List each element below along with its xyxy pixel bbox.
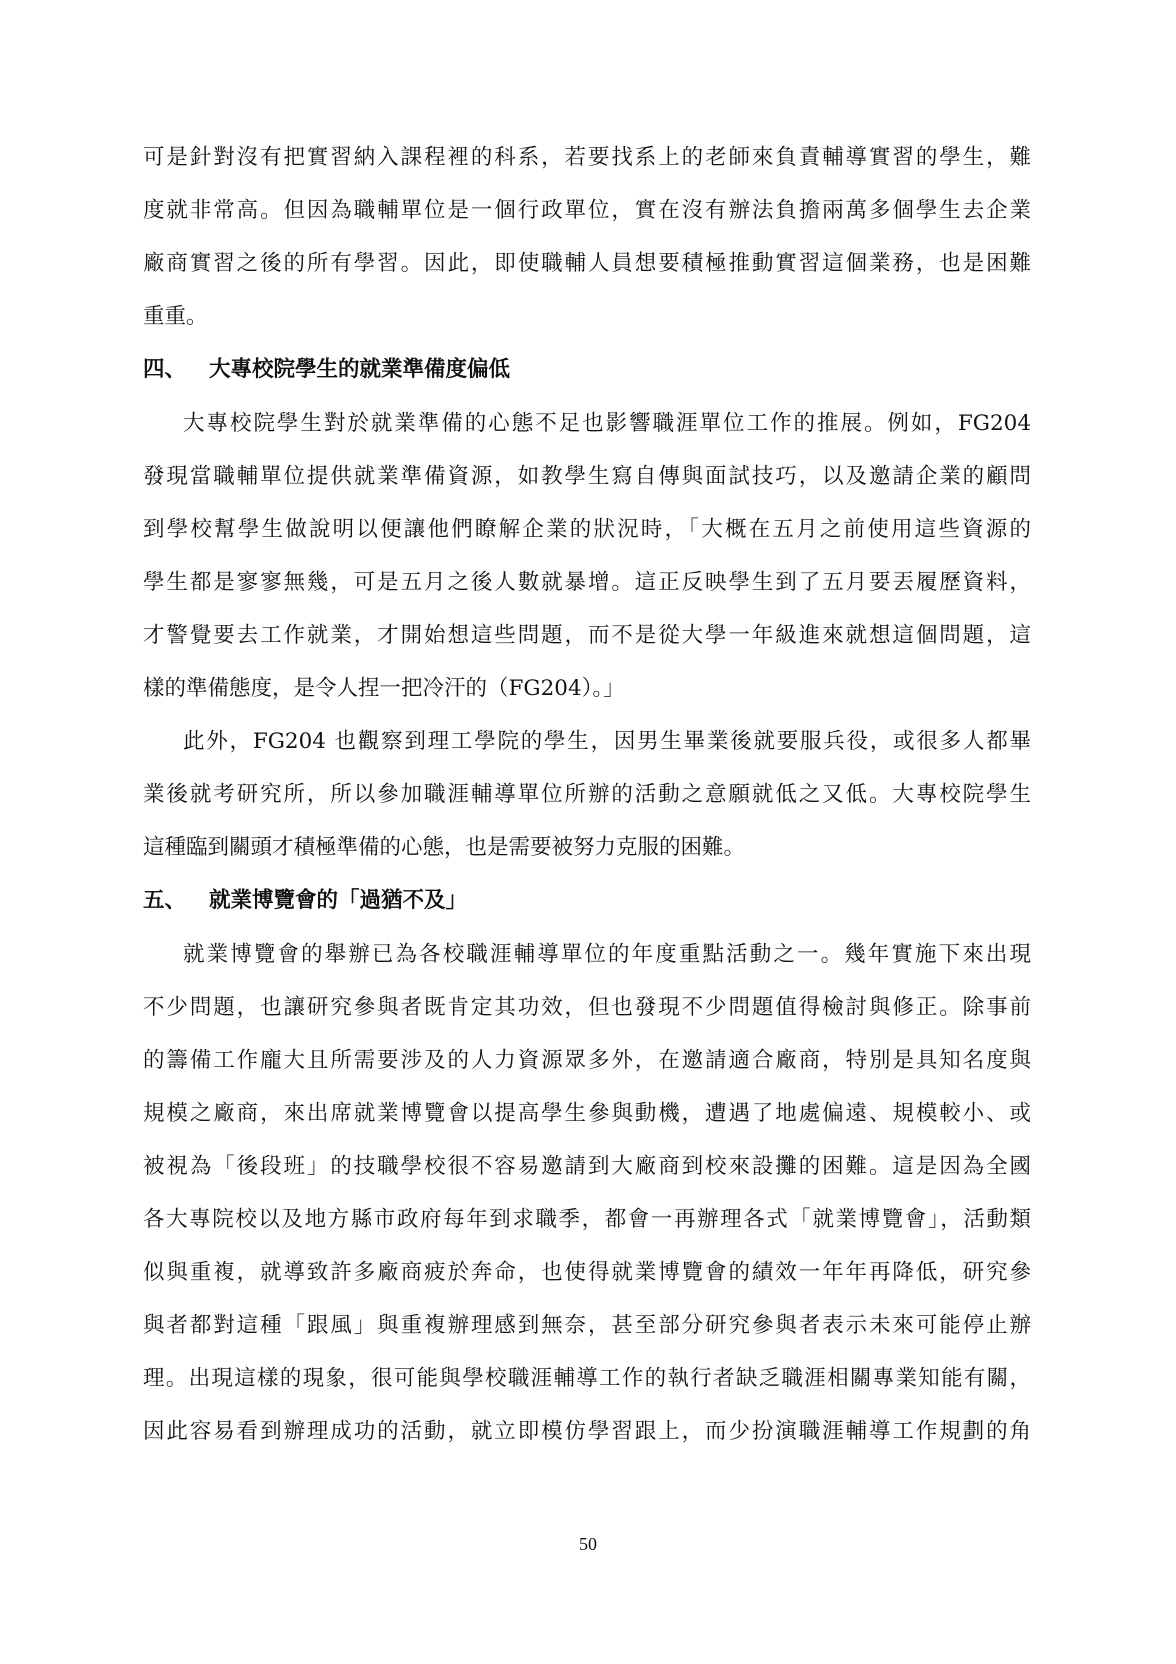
paragraph-line: 因此容易看到辦理成功的活動，就立即模仿學習跟上，而少扮演職涯輔導工作規劃的角 (143, 1419, 1031, 1444)
paragraph-line: 可是針對沒有把實習納入課程裡的科系，若要找系上的老師來負責輔導實習的學生，難 (143, 145, 1031, 170)
paragraph-line: 大專校院學生對於就業準備的心態不足也影響職涯單位工作的推展。例如，FG204 (183, 411, 1031, 436)
paragraph-line: 重重。 (143, 304, 208, 329)
paragraph-line: 被視為「後段班」的技職學校很不容易邀請到大廠商到校來設攤的困難。這是因為全國 (143, 1154, 1031, 1179)
paragraph-line: 此外，FG204 也觀察到理工學院的學生，因男生畢業後就要服兵役，或很多人都畢 (183, 729, 1031, 754)
paragraph-line: 似與重複，就導致許多廠商疲於奔命，也使得就業博覽會的績效一年年再降低，研究參 (143, 1260, 1031, 1285)
paragraph-line: 理。出現這樣的現象，很可能與學校職涯輔導工作的執行者缺乏職涯相關專業知能有關， (143, 1366, 1031, 1391)
section-heading (143, 881, 1031, 921)
paragraph-line: 度就非常高。但因為職輔單位是一個行政單位，實在沒有辦法負擔兩萬多個學生去企業 (143, 198, 1031, 223)
paragraph-line: 不少問題，也讓研究參與者既肯定其功效，但也發現不少問題值得檢討與修正。除事前 (143, 995, 1031, 1020)
paragraph-line: 的籌備工作龐大且所需要涉及的人力資源眾多外，在邀請適合廠商，特別是具知名度與 (143, 1048, 1031, 1073)
paragraph-line: 到學校幫學生做說明以便讓他們瞭解企業的狀況時，「大概在五月之前使用這些資源的 (143, 517, 1031, 542)
section-title: 就業博覽會的「過猶不及」 (209, 888, 468, 913)
paragraph-line: 與者都對這種「跟風」與重複辦理感到無奈，甚至部分研究參與者表示未來可能停止辦 (143, 1313, 1031, 1338)
section-number: 四、 (143, 357, 187, 382)
paragraph-line: 才警覺要去工作就業，才開始想這些問題，而不是從大學一年級進來就想這個問題，這 (143, 623, 1031, 648)
section-heading (143, 350, 1031, 390)
paragraph-line: 學生都是寥寥無幾，可是五月之後人數就暴增。這正反映學生到了五月要丟履歷資料， (143, 570, 1031, 595)
paragraph-line: 廠商實習之後的所有學習。因此，即使職輔人員想要積極推動實習這個業務，也是困難 (143, 251, 1031, 276)
page-number: 50 (579, 1534, 597, 1554)
paragraph-line: 發現當職輔單位提供就業準備資源，如教學生寫自傳與面試技巧，以及邀請企業的顧問 (143, 464, 1031, 489)
paragraph-line: 就業博覽會的舉辦已為各校職涯輔導單位的年度重點活動之一。幾年實施下來出現 (183, 942, 1031, 967)
section-number: 五、 (143, 888, 187, 913)
section-title: 大專校院學生的就業準備度偏低 (209, 357, 511, 382)
paragraph-line: 各大專院校以及地方縣市政府每年到求職季，都會一再辦理各式「就業博覽會」，活動類 (143, 1207, 1031, 1232)
paragraph-line: 業後就考研究所，所以參加職涯輔導單位所辦的活動之意願就低之又低。大專校院學生 (143, 782, 1031, 807)
paragraph-line: 這種臨到關頭才積極準備的心態，也是需要被努力克服的困難。 (143, 835, 746, 860)
paragraph-line: 樣的準備態度，是令人捏一把冷汗的（FG204）。」 (143, 676, 625, 701)
paragraph-line: 規模之廠商，來出席就業博覽會以提高學生參與動機，遭遇了地處偏遠、規模較小、或 (143, 1101, 1031, 1126)
